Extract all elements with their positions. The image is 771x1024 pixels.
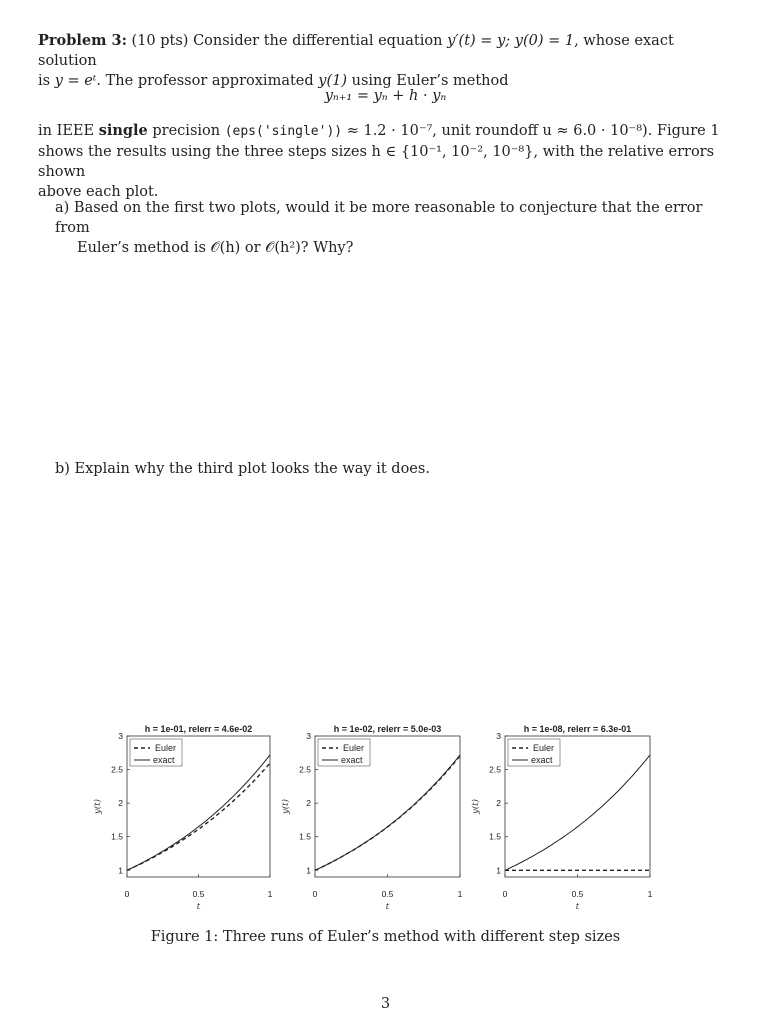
problem-intro: Consider the differential equation [193, 33, 443, 49]
y-tick-label: 2.5 [299, 764, 311, 775]
series-exact [127, 755, 270, 870]
plot-title: h = 1e-01, relerr = 4.6e-02 [144, 724, 253, 734]
x-tick-label: 0.5 [381, 889, 394, 899]
x-axis-label: t [385, 902, 390, 912]
x-tick-label: 0 [502, 889, 508, 899]
x-tick-label: 0 [312, 889, 318, 899]
y-tick-label: 1.5 [299, 831, 311, 842]
line2-c: using Euler’s method [351, 73, 509, 89]
x-tick-label: 0.5 [192, 889, 205, 899]
problem-points: (10 pts) [131, 33, 189, 49]
series-euler [315, 756, 460, 871]
y-tick-label: 3 [496, 731, 501, 741]
y-tick-label: 1 [306, 865, 311, 876]
y-axis-label: y(t) [93, 799, 103, 814]
plot-1 [92, 724, 273, 912]
plot-title: h = 1e-08, relerr = 6.3e-01 [523, 724, 632, 734]
series-exact [505, 755, 650, 870]
x-tick-label: 0.5 [571, 889, 584, 899]
ode: y′(t) = y; y(0) = 1 [447, 33, 575, 49]
plot-title: h = 1e-02, relerr = 5.0e-03 [333, 724, 442, 734]
question-a-line1: a) Based on the first two plots, would it be more reasonable to conjecture that the error from [55, 200, 703, 236]
y-tick-label: 1 [496, 865, 501, 876]
legend-exact-label: exact [341, 755, 363, 765]
p2-b: precision [152, 123, 221, 139]
page-number: 3 [380, 996, 391, 1012]
y-tick-label: 2.5 [111, 764, 123, 775]
y-tick-label: 1.5 [111, 831, 123, 842]
exact-solution: y = eᵗ [54, 73, 97, 89]
series-euler [127, 763, 270, 870]
x-tick-label: 0 [124, 889, 130, 899]
y-axis-label: y(t) [281, 799, 291, 814]
legend-exact-label: exact [531, 755, 553, 765]
y-tick-label: 2 [306, 798, 311, 809]
legend-euler-label: Euler [155, 743, 177, 753]
legend-euler-label: Euler [533, 743, 555, 753]
x-axis-label: t [575, 902, 580, 912]
question-b-line1: b) Explain why the third plot looks the way it does. [55, 461, 430, 477]
legend-exact-label: exact [153, 755, 175, 765]
problem-intro-b: , whose exact solution [38, 33, 674, 69]
line2-a: is [38, 73, 51, 89]
p2-c: ≈ 1.2 · 10⁻⁷, unit roundoff u ≈ 6.0 · 10⁻⁸). Figure 1 [346, 123, 720, 139]
y-tick-label: 2 [496, 798, 501, 809]
x-tick-label: 1 [457, 889, 463, 899]
y-tick-label: 3 [306, 731, 311, 741]
legend-euler-label: Euler [343, 743, 365, 753]
series-exact [315, 755, 460, 870]
line2-b: . The professor approximated [96, 73, 314, 89]
p2-bold: single [98, 122, 148, 139]
problem-label: Problem 3: [38, 32, 127, 49]
question-a-line2: Euler’s method is 𝒪(h) or 𝒪(h²)? Why? [77, 240, 354, 256]
euler-equation: yₙ₊₁ = yₙ + h · yₙ [324, 88, 447, 104]
plot-3 [470, 724, 653, 912]
y-tick-label: 2 [118, 798, 123, 809]
target: y(1) [318, 73, 347, 89]
y-axis-label: y(t) [471, 799, 481, 814]
y-tick-label: 3 [118, 731, 123, 741]
y-tick-label: 2.5 [489, 764, 501, 775]
plot-2 [280, 724, 463, 912]
figure-caption: Figure 1: Three runs of Euler’s method with different step sizes [150, 929, 621, 945]
p2-line2: shows the results using the three steps sizes h ∈ {10⁻¹, 10⁻², 10⁻⁸}, with the relative errors shown [38, 144, 715, 180]
y-tick-label: 1.5 [489, 831, 501, 842]
x-axis-label: t [196, 902, 201, 912]
p2-a: in IEEE [38, 123, 95, 139]
y-tick-label: 1 [118, 865, 123, 876]
x-tick-label: 1 [267, 889, 273, 899]
p2-line3: above each plot. [38, 184, 159, 200]
p2-code: (eps('single')) [224, 124, 343, 139]
x-tick-label: 1 [647, 889, 653, 899]
